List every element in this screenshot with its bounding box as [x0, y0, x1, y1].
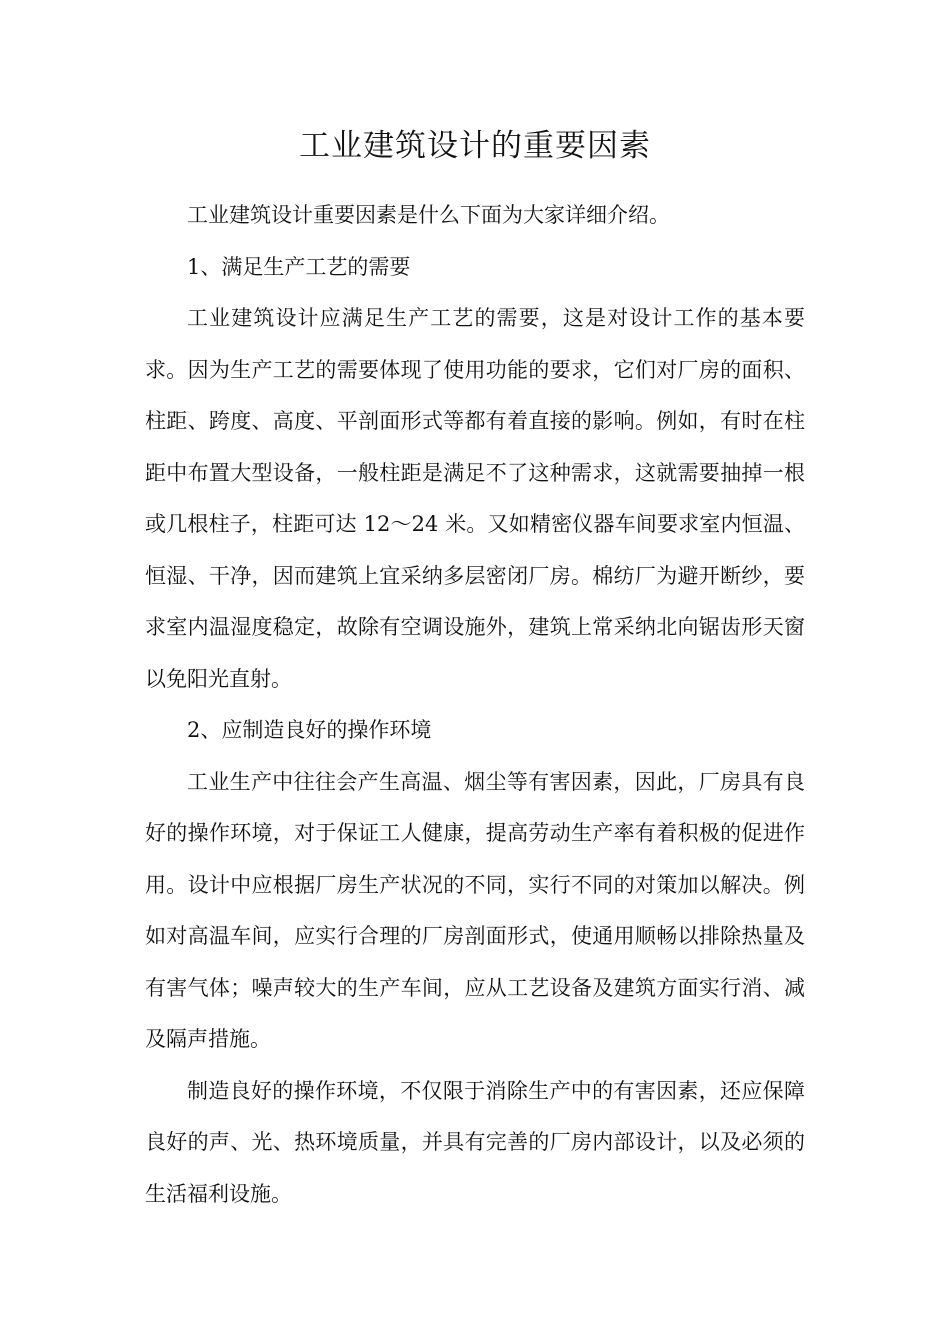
intro-paragraph: 工业建筑设计重要因素是什么下面为大家详细介绍。 [187, 203, 670, 227]
section-1-heading: 1、满足生产工艺的需要 [187, 254, 411, 279]
document-title: 工业建筑设计的重要因素 [299, 128, 651, 164]
section-2-heading: 2、应制造良好的操作环境 [187, 718, 432, 742]
document-body [145, 190, 805, 1220]
section-1-paragraph: 工业建筑设计应满足生产工艺的需要，这是对设计工作的基本要求。因为生产工艺的需要体现了使用功能的要求，它们对厂房的面积、柱距、跨度、高度、平剖面形式等都有着直接的影响。例如，有时在柱距中布置大型设备，一般柱距是满足不了这种需求，这就需要抽掉一根或几根柱子，柱距可达 12～24 米。又如精密仪器车间要求室内恒温、恒湿、干净，因而建筑上宜采纳多层密闭厂房。棉纺厂为避开断纱，要求室内温湿度稳定，故除有空调设施外，建筑上常采纳北向锯齿形天窗以免阳光直射。 [145, 306, 805, 691]
section-2-paragraph-1: 工业生产中往往会产生高温、烟尘等有害因素，因此，厂房具有良好的操作环境，对于保证工人健康，提高劳动生产率有着积极的促进作用。设计中应根据厂房生产状况的不同，实行不同的对策加以解决。例如对高温车间，应实行合理的厂房剖面形式，使通用顺畅以排除热量及有害气体；噪声较大的生产车间，应从工艺设备及建筑方面实行消、减及隔声措施。 [145, 769, 805, 1051]
section-2-paragraph-2: 制造良好的操作环境，不仅限于消除生产中的有害因素，还应保障良好的声、光、热环境质量，并具有完善的厂房内部设计，以及必须的生活福利设施。 [145, 1078, 805, 1206]
